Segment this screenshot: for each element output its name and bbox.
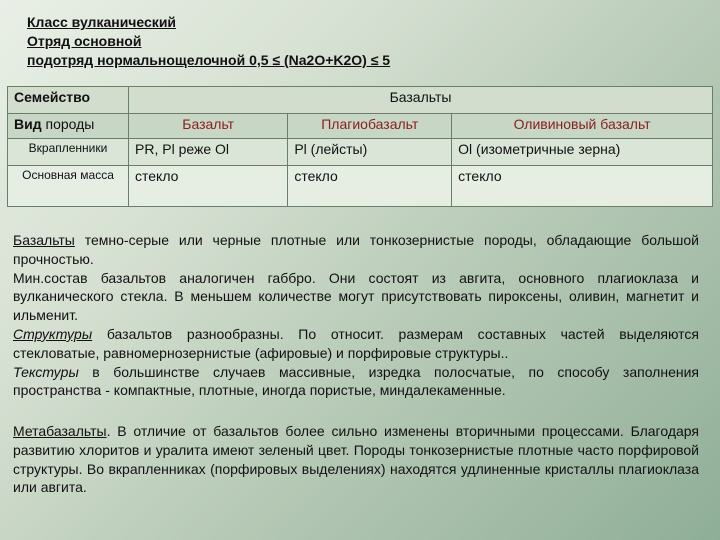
family-value: Базальты	[129, 87, 713, 114]
column-plagiobasalt: Плагиобазальт	[288, 114, 452, 139]
table-cell: стекло	[452, 166, 713, 207]
table-cell: стекло	[288, 166, 452, 207]
header-class: Класс вулканический	[27, 14, 177, 30]
metabasalt-description	[13, 422, 699, 497]
kind-row	[8, 114, 713, 139]
table-cell: Pl (лейсты)	[288, 139, 452, 166]
kind-label-rest: породы	[41, 116, 95, 132]
rock-table	[7, 86, 713, 207]
family-label: Семейство	[8, 87, 129, 114]
column-olivine-basalt: Оливиновый базальт	[452, 114, 713, 139]
table-cell: стекло	[129, 166, 288, 207]
basalt-description	[13, 231, 699, 400]
paragraph-text: базальтов разнообразны. По относит. размерам составных частей выделяются стекловатые, равномернозернистые (афировые) и порфировые структуры..	[13, 325, 699, 361]
paragraph-text: темно-серые или черные плотные или тонкозернистые породы, обладающие большой прочностью.	[13, 232, 699, 267]
paragraph-metabasalts	[13, 422, 699, 497]
kind-label-bold: Вид	[14, 116, 42, 132]
family-row	[8, 87, 713, 114]
classification-header	[27, 13, 390, 70]
groundmass-label: Основная масса	[8, 166, 129, 207]
paragraph-basalts	[13, 231, 699, 269]
header-order: Отряд основной	[27, 33, 142, 49]
table-cell: Ol (изометричные зерна)	[452, 139, 713, 166]
header-suborder: подотряд нормальнощелочной 0,5 ≤ (Na2O+K2O) ≤ 5	[27, 52, 391, 68]
table-row	[8, 166, 713, 207]
paragraph-text: в большинстве случаев массивные, изредка полосчатые, по способу заполнения пространства - компактные, плотные, иногда пористые, миндалекаменные.	[13, 363, 699, 399]
column-basalt: Базальт	[129, 114, 288, 139]
paragraph-text: . В отличие от базальтов более сильно изменены вторичными процессами. Благодаря развитию хлоритов и уралита имеют зеленый цвет. Породы тонкозернистые плотные часто порфировой структуры. Во вкрапленниках (порфировых выделениях) находятся удлиненные кристаллы плагиоклаза или авгита.	[13, 423, 699, 496]
table-row	[8, 139, 713, 166]
paragraph-structures	[13, 325, 699, 363]
table-cell: PR, Pl реже Ol	[129, 139, 288, 166]
kind-label	[8, 114, 129, 139]
paragraph-mineral-composition: Мин.состав базальтов аналогичен габбро. Они состоят из авгита, основного плагиоклаза и вулканического стекла. В меньшем количестве могут присутствовать пироксены, оливин, магнетит и ильменит.	[13, 269, 699, 324]
term-structures: Структуры	[13, 325, 93, 342]
term-metabasalts: Метабазальты	[13, 423, 107, 439]
phenocrysts-label: Вкрапленники	[8, 139, 129, 166]
term-basalts: Базальты	[13, 232, 75, 248]
paragraph-textures	[13, 363, 699, 401]
term-textures: Текстуры	[13, 363, 79, 380]
